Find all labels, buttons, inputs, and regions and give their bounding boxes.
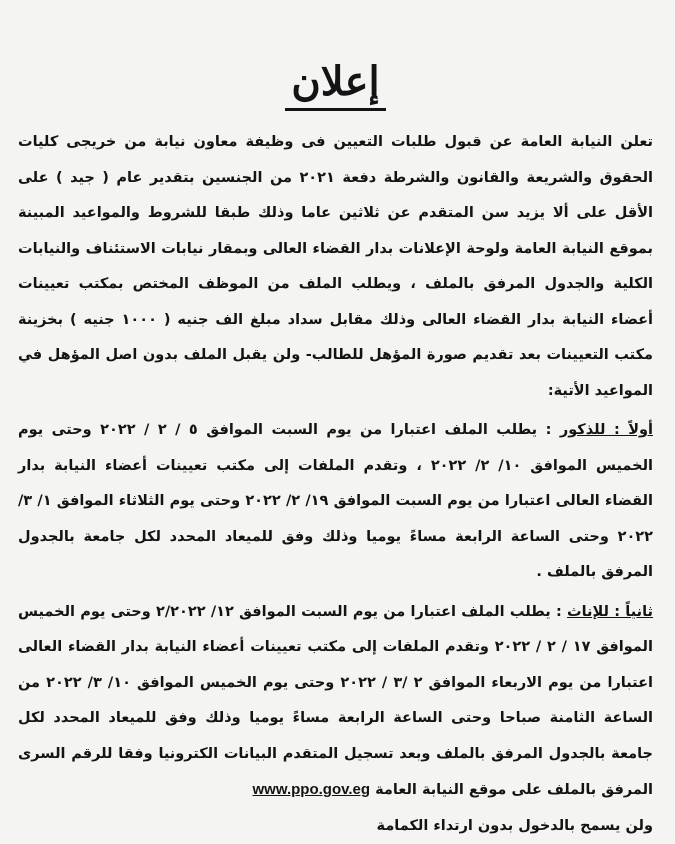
females-text: : يطلب الملف اعتبارا من يوم السبت الموافق ١٢/ ٢/٢٠٢٢ وحتى يوم الخميس الموافق ١٧ / ٢ / ٢٠٢٢ وتقدم الملفات إلى مكتب تعيينات أعضاء النيابة بدار القضاء العالى اعتبارا من يوم الاربعاء الموافق ٢ /٣ / ٢٠٢٢ وحتى يوم الخميس الموافق ١٠/ ٣/ ٢٠٢٢ من الساعة الثامنة صباحا وحتى الساعة الرابعة مساءً يوميا وذلك وفق للميعاد المحدد لكل جامعة بالجدول المرفق بالملف وبعد تسجيل المتقدم البيانات الكترونيا وفقا للرقم السرى المرفق بالملف على موقع النيابة العامة [18,604,653,799]
males-section [18,413,653,591]
intro-paragraph: تعلن النيابة العامة عن قبول طلبات التعيين فى وظيفة معاون نيابة من خريجى كليات الحقوق والشريعة والقانون والشرطة دفعة ٢٠٢١ من الجنسين بتقدير عام ( جيد ) على الأقل على ألا يزيد سن المتقدم عن ثلاثين عاما وذلك طبقا للشروط والمواعيد المبينة بموقع النيابة العامة ولوحة الإعلانات بدار القضاء العالى وبمقار نيابات الاستئناف والنيابات الكلية والجدول المرفق بالملف ، ويطلب الملف من الموظف المختص بمكتب تعيينات أعضاء النيابة بدار القضاء العالى وذلك مقابل سداد مبلغ الف جنيه ( ١٠٠٠ جنيه ) بخزينة مكتب التعيينات بعد تقديم صورة المؤهل للطالب- ولن يقبل الملف بدون اصل المؤهل في المواعيد الأتية: [18,125,653,409]
announcement-title: إعلان [18,58,653,111]
females-heading: ثانياً : للإناث [567,604,653,620]
website-link[interactable]: www.ppo.gov.eg [253,781,371,798]
females-section [18,595,653,844]
males-heading: أولاً : للذكور [560,422,653,438]
closing-text: ولن يسمح بالدخول بدون ارتداء الكمامة [377,818,653,834]
males-text: : يطلب الملف اعتبارا من يوم السبت الموافق ٥ / ٢ / ٢٠٢٢ وحتى يوم الخميس الموافق ١٠/ ٢/ ٢٠٢٢ ، وتقدم الملفات إلى مكتب تعيينات أعضاء النيابة بدار القضاء العالى اعتبارا من يوم السبت الموافق ١٩/ ٢/ ٢٠٢٢ وحتى يوم الثلاثاء الموافق ١/ ٣/ ٢٠٢٢ وحتى الساعة الرابعة مساءً يوميا وذلك وفق للميعاد المحدد لكل جامعة بالجدول المرفق بالملف . [18,422,653,580]
